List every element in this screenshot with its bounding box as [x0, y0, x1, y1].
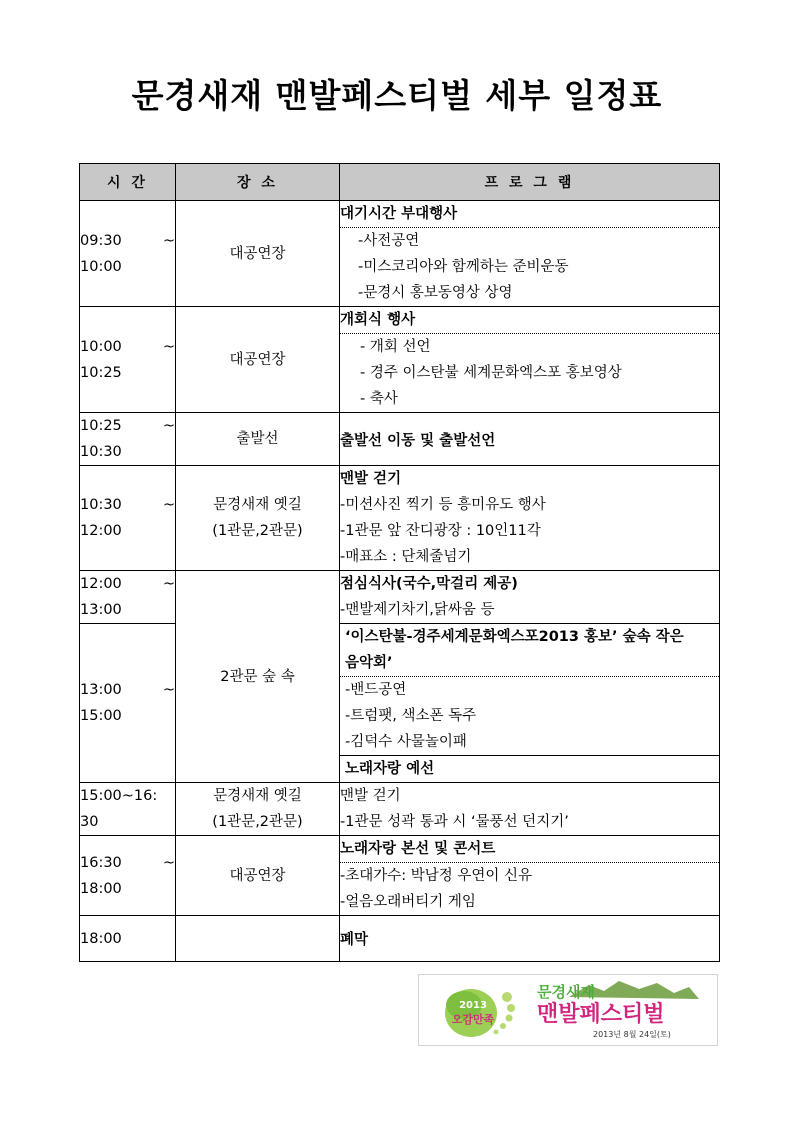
program-cell [340, 916, 720, 962]
program-cell [340, 836, 720, 916]
time-start: 12:00 [80, 576, 122, 592]
program-item: - 개회 선언 [360, 339, 431, 355]
program-item: -맨발제기차기,닭싸움 등 [340, 602, 495, 618]
program-title: 맨발 걷기 [340, 471, 402, 487]
place-cell [176, 783, 340, 836]
time-cell [80, 624, 176, 783]
time-cell [80, 201, 176, 307]
time-tilde: ~ [162, 338, 175, 355]
header-time: 시 간 [80, 164, 176, 201]
place-cell [176, 466, 340, 571]
place-line: 문경새재 옛길 [213, 788, 302, 804]
logo-badge-year: 2013 [459, 1000, 487, 1011]
program-item: 맨발 걷기 [340, 788, 401, 804]
time-start: 16:30 [80, 854, 122, 871]
program-cell [340, 624, 720, 783]
program-title: 출발선 이동 및 출발선언 [340, 432, 496, 449]
time-start: 09:30 [80, 232, 122, 249]
program-cell [340, 413, 720, 466]
time-cell [80, 916, 176, 962]
program-item: -사전공연 [358, 233, 420, 249]
time-cell [80, 783, 176, 836]
table-row [80, 571, 720, 624]
logo-badge-text: 오감만족 [451, 1013, 495, 1026]
festival-logo-graphic [419, 975, 717, 1045]
header-program: 프 로 그 램 [340, 164, 720, 201]
logo-date-text: 2013년 8월 24일(토) [593, 1030, 671, 1039]
table-row [80, 836, 720, 916]
time-tilde: ~ [162, 854, 175, 871]
time-cell [80, 466, 176, 571]
time-start: 10:30 [80, 497, 122, 513]
place-cell: 대공연장 [176, 836, 340, 916]
program-footer: 노래자랑 예선 [345, 761, 435, 777]
time-start: 10:25 [80, 418, 122, 434]
time-tilde: ~ [162, 497, 175, 513]
logo-main-text: 맨발페스티벌 [537, 1002, 665, 1027]
program-title: ‘이스탄불-경주세계문화엑스포2013 홍보’ 숲속 작은 [345, 629, 684, 645]
place-cell: 출발선 [176, 413, 340, 466]
program-cell [340, 201, 720, 307]
program-title: 대기시간 부대행사 [340, 201, 719, 228]
time-end: 10:00 [80, 258, 122, 275]
program-title: 폐막 [340, 932, 369, 948]
time-end: 10:25 [80, 364, 122, 381]
program-item: -미스코리아와 함께하는 준비운동 [358, 259, 569, 275]
time-start: 13:00 [80, 682, 122, 698]
time-tilde: ~ [162, 232, 175, 249]
time-cell [80, 413, 176, 466]
program-cell [340, 466, 720, 571]
time-tilde: ~ [162, 576, 175, 592]
place-cell [176, 916, 340, 962]
time-end: 15:00 [80, 708, 122, 724]
header-place: 장 소 [176, 164, 340, 201]
program-cell [340, 783, 720, 836]
time-end: 13:00 [80, 602, 122, 618]
time-cell [80, 571, 176, 624]
table-row [80, 413, 720, 466]
time-tilde: ~ [162, 418, 175, 434]
program-item: - 경주 이스탄불 세계문화엑스포 홍보영상 [360, 365, 622, 381]
program-item: -초대가수: 박남정 우연이 신유 [340, 868, 533, 884]
time-start: 18:00 [80, 930, 122, 947]
place-line: (1관문,2관문) [212, 523, 303, 539]
program-title: 개회식 행사 [340, 307, 719, 334]
time-start: 10:00 [80, 338, 122, 355]
program-item: -김덕수 사물놀이패 [340, 729, 719, 756]
table-row [80, 783, 720, 836]
time-cell [80, 836, 176, 916]
program-item: -트럼팻, 색소폰 독주 [345, 708, 477, 724]
program-item: -문경시 홍보동영상 상영 [358, 285, 513, 301]
program-cell [340, 571, 720, 624]
place-line: 문경새재 옛길 [213, 497, 302, 513]
program-item: -1관문 앞 잔디광장 : 10인11각 [340, 523, 541, 539]
program-item: -1관문 성곽 통과 시 ‘물풍선 던지기’ [340, 814, 569, 830]
time-line: 30 [80, 814, 99, 830]
festival-logo [418, 974, 718, 1046]
program-item: - 축사 [360, 391, 398, 407]
place-cell: 대공연장 [176, 201, 340, 307]
program-title: 노래자랑 본선 및 콘서트 [340, 836, 719, 863]
program-title: 음악회’ [340, 650, 719, 677]
time-end: 12:00 [80, 523, 122, 539]
page-title: 문경새재 맨발페스티벌 세부 일정표 [131, 76, 663, 115]
program-item: -밴드공연 [345, 682, 407, 698]
program-item: -매표소 : 단체줄넘기 [340, 549, 472, 565]
time-tilde: ~ [162, 682, 175, 698]
table-row [80, 201, 720, 307]
time-end: 18:00 [80, 880, 122, 897]
schedule-table [79, 163, 720, 962]
time-cell [80, 307, 176, 413]
program-cell [340, 307, 720, 413]
logo-top-text: 문경새재 [537, 983, 595, 1001]
place-line: (1관문,2관문) [212, 814, 303, 830]
table-header-row [80, 164, 720, 201]
table-row [80, 307, 720, 413]
time-end: 10:30 [80, 444, 122, 460]
time-line: 15:00~16: [80, 788, 158, 804]
program-item: -미션사진 찍기 등 흥미유도 행사 [340, 497, 546, 513]
program-item: -얼음오래버티기 게임 [340, 894, 476, 910]
table-row [80, 916, 720, 962]
place-cell: 2관문 숲 속 [176, 571, 340, 783]
program-title: 점심식사(국수,막걸리 제공) [340, 576, 518, 592]
table-row [80, 466, 720, 571]
place-cell: 대공연장 [176, 307, 340, 413]
